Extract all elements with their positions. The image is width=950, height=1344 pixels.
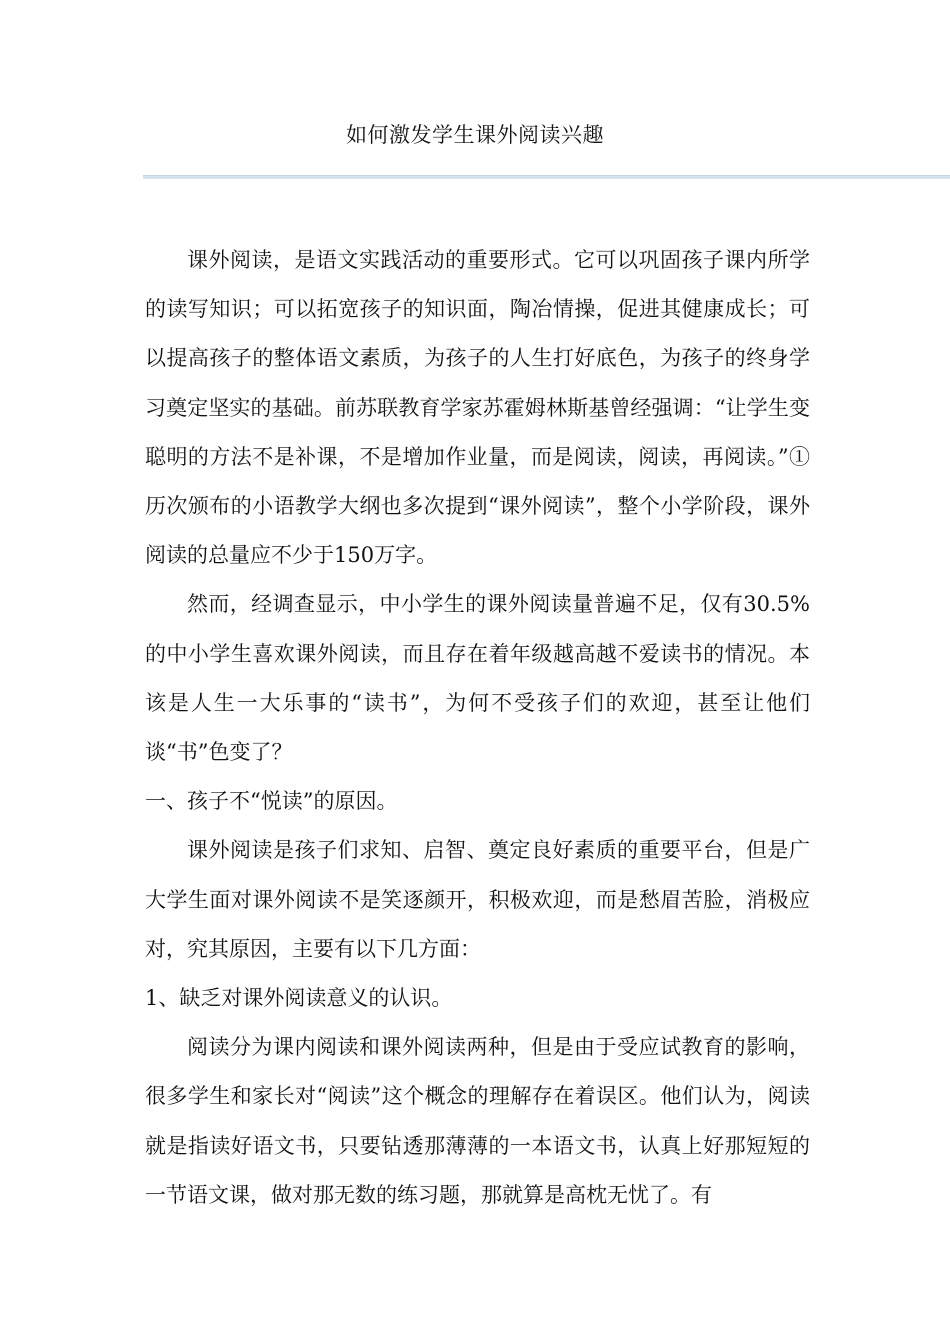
subheading-1: 1、缺乏对课外阅读意义的认识。 [145,986,453,1011]
paragraph-survey: 然而，经调查显示，中小学生的课外阅读量普遍不足，仅有30.5%的中小学生喜欢课外阅读，而且存在着年级越高越不爱读书的情况。本该是人生一大乐事的“读书”，为何不受孩子们的欢迎，甚至让他们谈“书”色变了？ [145,592,810,765]
paragraph-misconception: 阅读分为课内阅读和课外阅读两种，但是由于受应试教育的影响，很多学生和家长对“阅读”这个概念的理解存在着误区。他们认为，阅读就是指读好语文书，只要钻透那薄薄的一本语文书，认真上好那短短的一节语文课，做对那无数的练习题，那就算是高枕无忧了。有 [145,1035,810,1207]
section-heading-reasons: 一、孩子不“悦读”的原因。 [145,789,398,814]
document-title: 如何激发学生课外阅读兴趣 [346,123,604,147]
paragraph-intro: 课外阅读，是语文实践活动的重要形式。它可以巩固孩子课内所学的读写知识；可以拓宽孩子的知识面，陶冶情操，促进其健康成长；可以提高孩子的整体语文素质，为孩子的人生打好底色，为孩子的终身学习奠定坚实的基础。前苏联教育学家苏霍姆林斯基曾经强调：“让学生变聪明的方法不是补课，不是增加作业量，而是阅读，阅读，再阅读。”①历次颁布的小语教学大纲也多次提到“课外阅读”，整个小学阶段，课外阅读的总量应不少于150万字。 [145,248,810,568]
paragraph-reasons: 课外阅读是孩子们求知、启智、奠定良好素质的重要平台，但是广大学生面对课外阅读不是笑逐颜开，积极欢迎，而是愁眉苦脸，消极应对，究其原因，主要有以下几方面： [145,838,810,961]
document-body [145,236,810,1220]
title-divider [143,175,950,179]
